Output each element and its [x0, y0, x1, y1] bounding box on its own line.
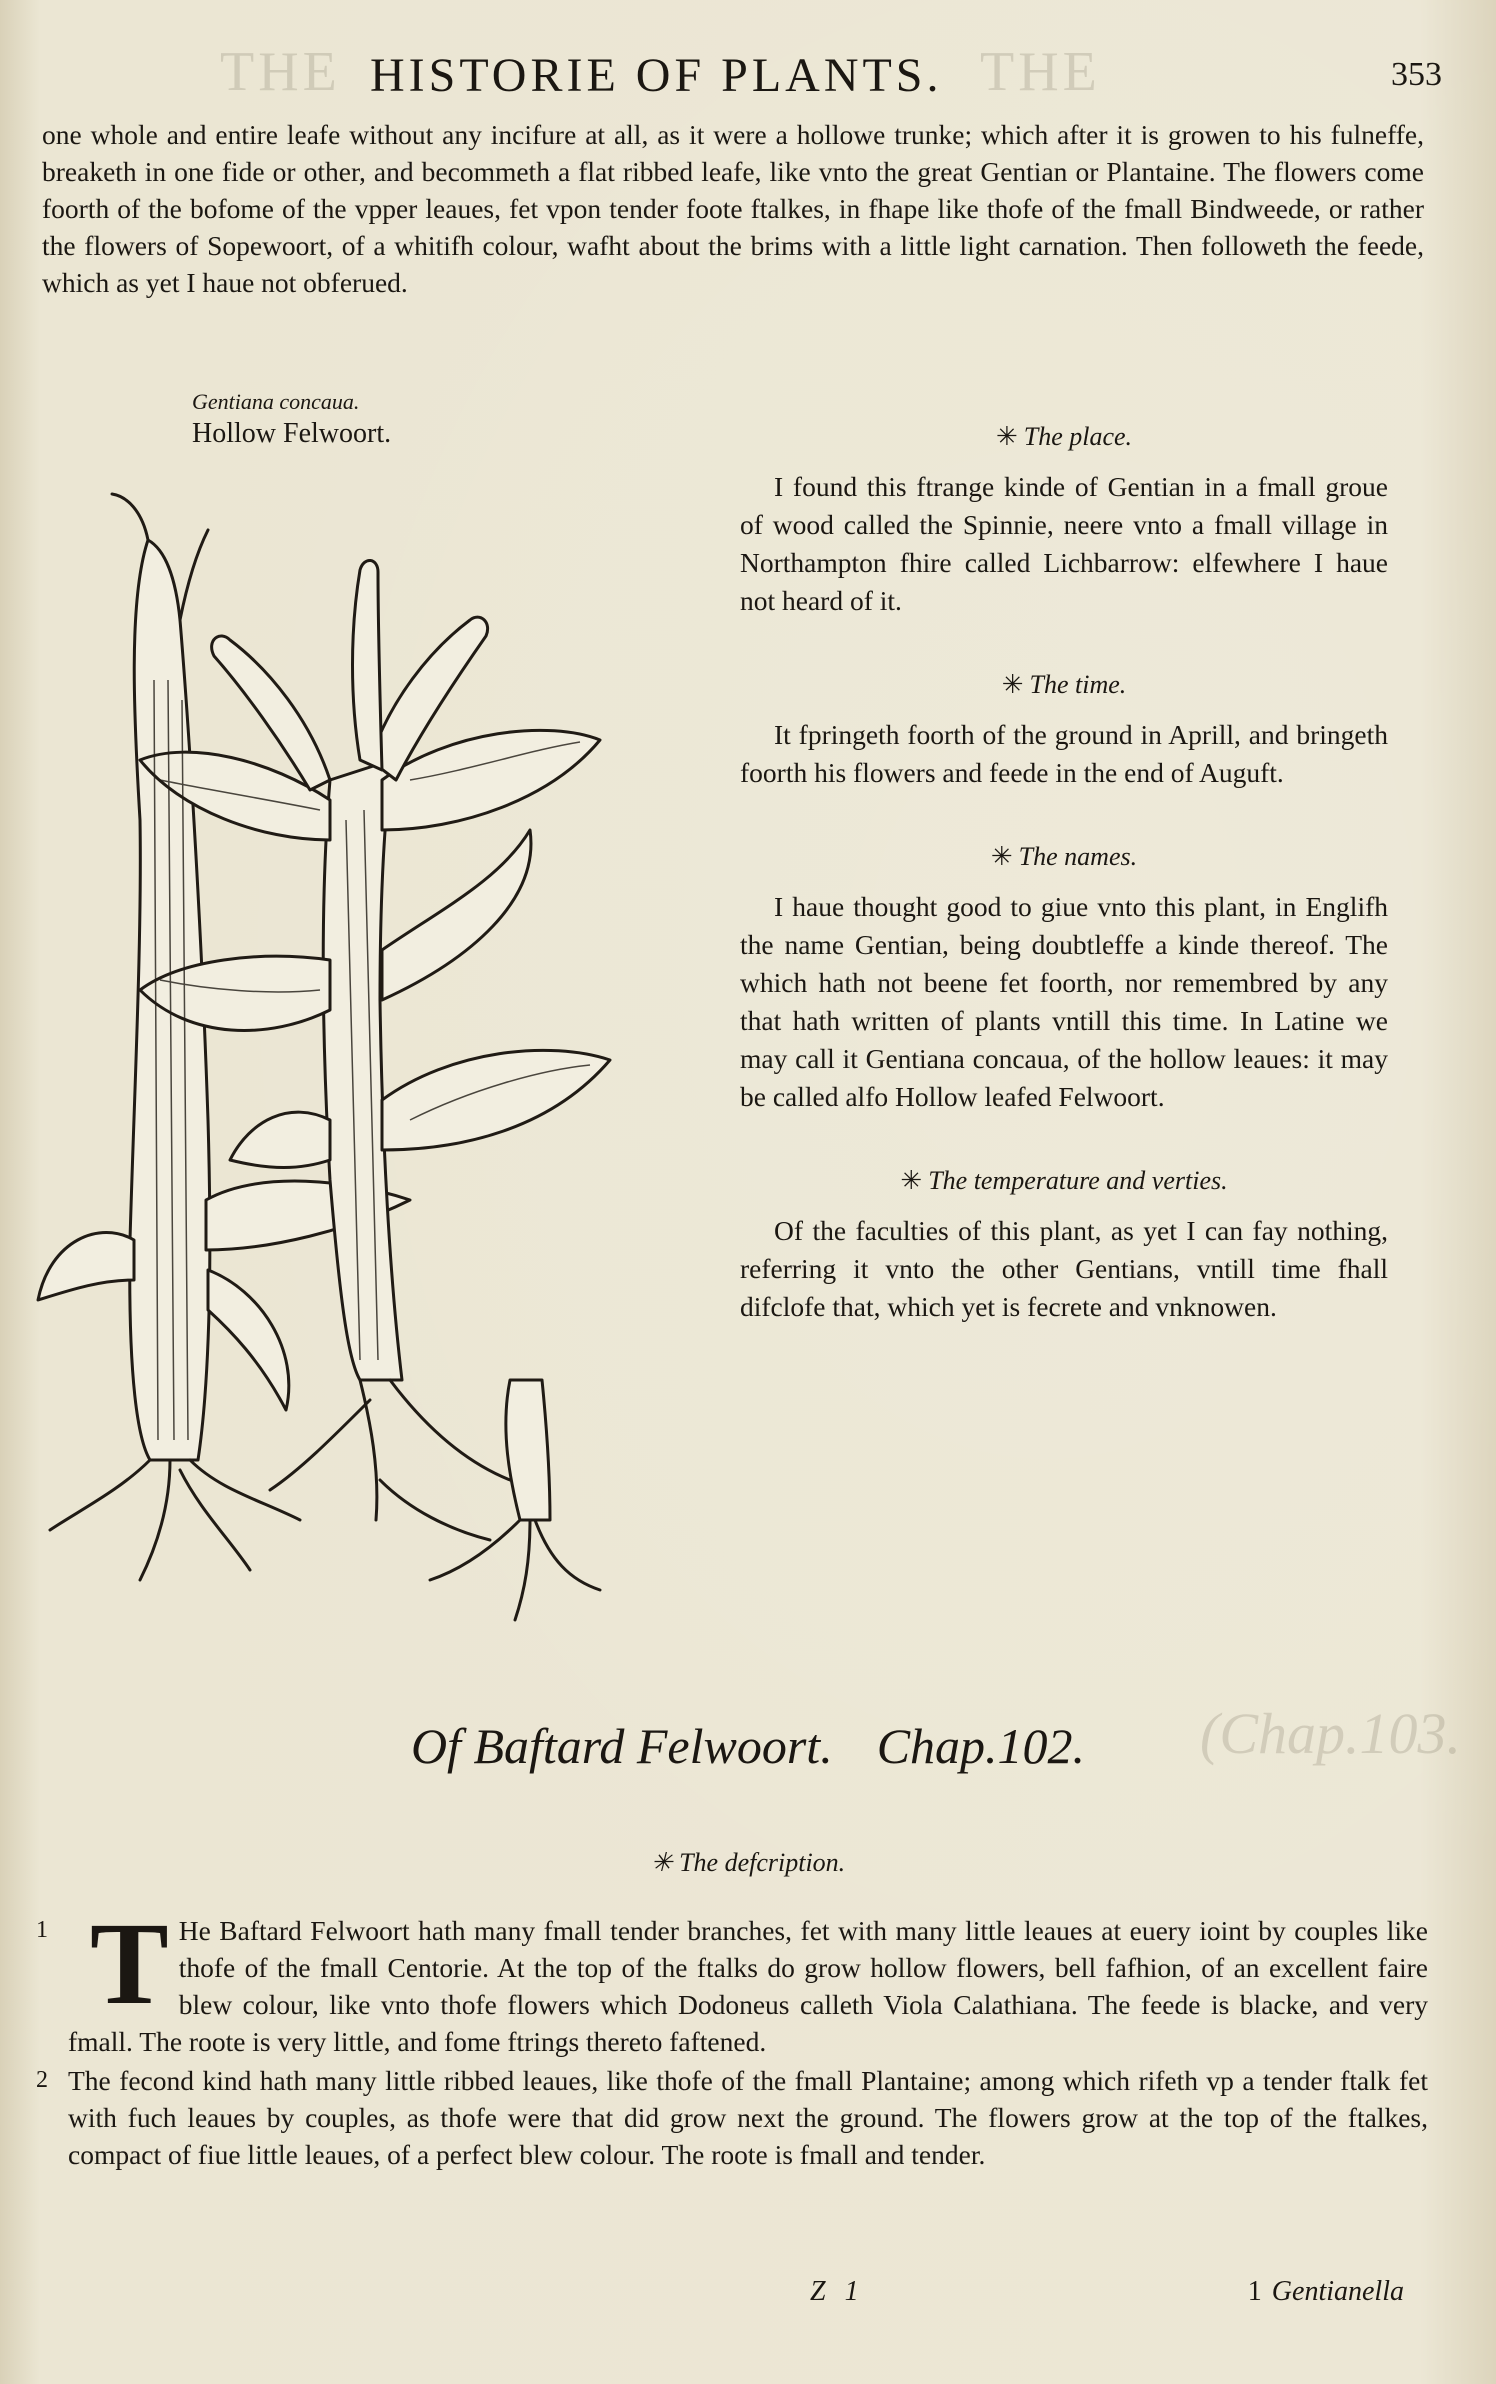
section-time — [740, 668, 1388, 792]
page-footer — [0, 2276, 1496, 2316]
asterism-icon: ✳ — [995, 422, 1018, 451]
figure-caption — [192, 388, 592, 452]
section-heading: ✳ The place. — [995, 422, 1133, 451]
asterism-icon: ✳ — [650, 1848, 673, 1877]
section-heading: ✳ The temperature and verties. — [900, 1166, 1228, 1195]
description-item — [36, 2062, 1428, 2173]
section-heading: ✳ The time. — [1001, 670, 1127, 699]
roots — [430, 1520, 600, 1620]
item-text: He Baftard Felwoort hath many fmall tender branches, fet with many little leaues at euery ioint by couples like thofe of the fmall Centorie. At the top of the ftalks do grow hollow flowers, bell fafhion, of an excellent faire blew colour, like vnto thofe flowers which Dodoneus calleth Viola Calathiana. The feede is blacke, and very fmall. The roote is very little, and fome ftrings thereto faftened. — [68, 1915, 1428, 2057]
section-body: It fpringeth foorth of the ground in Aprill, and bringeth foorth his flowers and feede in the end of Auguft. — [740, 719, 1388, 788]
section-place — [740, 420, 1388, 620]
section-names — [740, 840, 1388, 1116]
right-leaf — [230, 1112, 330, 1167]
item-text: The fecond kind hath many little ribbed leaues, like thofe of the fmall Plantaine; among which rifeth vp a tender ftalk fet with fuch leaues by couples, as thofe were that did grow next the ground. The flowers grow at the top of the ftalkes, compact of fiue little leaues, of a perfect blew colour. The roote is fmall and tender. — [68, 2065, 1428, 2170]
bleed-through-text: THE — [220, 41, 341, 103]
asterism-icon: ✳ — [1001, 670, 1024, 699]
root-stump — [506, 1380, 550, 1520]
description-heading: ✳ The defcription. — [650, 1848, 846, 1877]
right-column — [740, 420, 1388, 1374]
section-temperature — [740, 1164, 1388, 1326]
left-leaf — [208, 1270, 289, 1410]
chapter-number: Chap.102. — [876, 1718, 1086, 1774]
signature-mark: Z 1 — [810, 2276, 865, 2307]
flower — [353, 560, 383, 770]
chapter-heading — [0, 1716, 1496, 1776]
asterism-icon: ✳ — [990, 842, 1013, 871]
intro-paragraph: one whole and entire leafe without any incifure at all, as it were a hollowe trunke; which after it is growen to his fulneffe, breaketh in one fide or other, and becommeth a flat ribbed leafe, like vnto the great Gentian or Plantaine. The flowers come foorth of the bofome of the vpper leaues, fet vpon tender foote ftalkes, in fhape like thofe of the fmall Bindweede, or rather the flowers of Sopewoort, of a whitifh colour, wafht about the brims with a little light carnation. Then followeth the feede, which as yet I haue not obferued. — [42, 119, 1424, 298]
asterism-icon: ✳ — [900, 1166, 923, 1195]
running-title: HISTORIE OF PLANTS. — [370, 49, 943, 102]
page-number: 353 — [1391, 56, 1442, 93]
item-number: 2 — [36, 2067, 48, 2093]
right-leaf — [382, 1050, 610, 1150]
hollow-felwoort-woodcut — [30, 480, 670, 1640]
page-header — [0, 48, 1496, 108]
right-stalk — [323, 760, 402, 1380]
section-body: Of the faculties of this plant, as yet I can fay nothing, referring it vnto the other Gentians, vntill time fhall difclofe that, which yet is fecrete and vnknowen. — [740, 1215, 1388, 1322]
right-leaf — [382, 830, 531, 1000]
chapter-title: Of Baftard Felwoort. — [410, 1718, 833, 1774]
figure-caption-latin: Gentiana concaua. — [192, 389, 360, 414]
left-leaf — [38, 1233, 134, 1301]
drop-cap: T — [90, 1898, 169, 2029]
bleed-through-text: (Chap.103. — [1200, 1701, 1461, 1766]
roots — [50, 1460, 300, 1580]
description-items — [36, 1898, 1428, 2175]
catchword: 1 Gentianella — [1247, 2276, 1404, 2307]
section-body: I haue thought good to giue vnto this plant, in Englifh the name Gentian, being doubtleffe a kinde thereof. The which hath not beene fet foorth, nor remembred by any that hath written of plants vntill this time. In Latine we may call it Gentiana concaua, of the hollow leaues: it may be called alfo Hollow leafed Felwoort. — [740, 891, 1388, 1112]
description-item — [36, 1898, 1428, 2060]
item-number: 1 — [36, 1917, 48, 1943]
roots — [270, 1380, 510, 1540]
plant-illustration — [30, 480, 670, 1640]
bleed-through-text: THE — [980, 41, 1101, 103]
figure-caption-english: Hollow Felwoort. — [192, 418, 392, 449]
section-body: I found this ftrange kinde of Gentian in a fmall groue of wood called the Spinnie, neere vnto a fmall village in Northampton fhire called Lichbarrow: elfewhere I haue not heard of it. — [740, 471, 1388, 616]
section-heading: ✳ The names. — [990, 842, 1138, 871]
